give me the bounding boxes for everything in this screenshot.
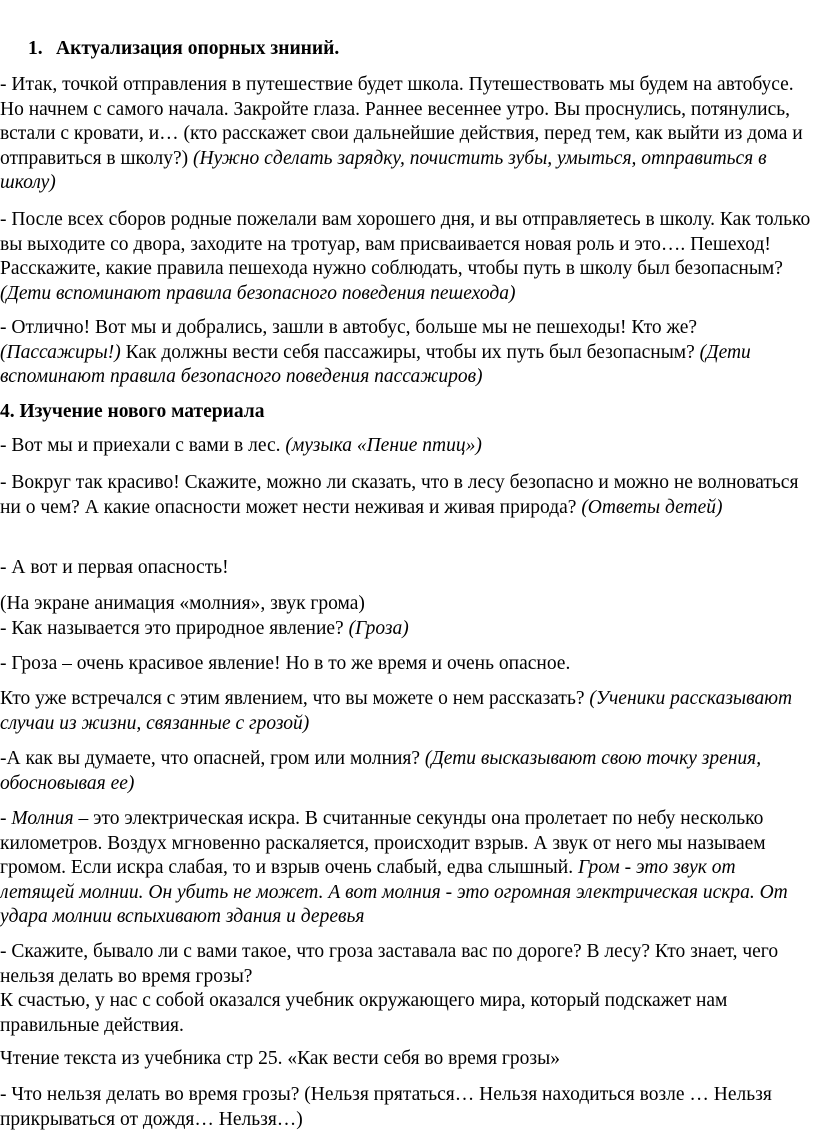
- paragraph-first-danger: - А вот и первая опасность!: [0, 557, 229, 578]
- paragraph-lightning-explanation: [0, 807, 812, 930]
- phenomenon-question-text: - Как называется это природное явление?: [0, 617, 349, 639]
- paragraph-storm-experience-text: Кто уже встречался с этим явлением, что вы можете о нем рассказать?: [0, 688, 590, 709]
- paragraph-pedestrian-answer: (Дети вспоминают правила безопасного поведения пешехода): [0, 282, 516, 304]
- paragraph-lightning-term: Молния: [11, 808, 74, 829]
- paragraph-storm-experience: [0, 687, 812, 736]
- paragraph-morning-answer: (Нужно сделать зарядку, почистить зубы, умыться, отправиться в школу): [0, 147, 767, 193]
- paragraph-thunder-lightning: [0, 747, 812, 796]
- storm-rules-question: - Скажите, бывало ли с вами такое, что гроза заставала вас по дороге? В лесу? Кто знает, чего нельзя делать во время грозы?: [0, 941, 779, 987]
- section-1-title: Актуализация опорных зниний.: [56, 38, 340, 59]
- paragraph-thunder-lightning-text: -А как вы думаете, что опасней, гром или молния?: [0, 748, 425, 769]
- paragraph-forest: [0, 434, 812, 459]
- paragraph-passenger-text-2: Как должны вести себя пассажиры, чтобы их путь был безопасным?: [120, 341, 700, 363]
- section-4-heading: 4. Изучение нового материала: [0, 401, 265, 422]
- paragraph-textbook-reading: Чтение текста из учебника стр 25. «Как вести себя во время грозы»: [0, 1048, 560, 1069]
- paragraph-storm-beauty: - Гроза – очень красивое явление! Но в то же время и очень опасное.: [0, 653, 571, 674]
- paragraph-animation: [0, 592, 812, 641]
- section-1-heading: [0, 37, 812, 63]
- phenomenon-question: [0, 617, 812, 642]
- paragraph-dangers: [0, 471, 812, 520]
- paragraph-thunder-lightning-answer: (Дети высказывают свою точку зрения, обосновывая ее): [0, 748, 762, 794]
- paragraph-morning: [0, 73, 812, 196]
- paragraph-forest-note: (музыка «Пение птиц»): [285, 435, 482, 456]
- paragraph-storm-rules: [0, 940, 812, 1038]
- section-1-number: 1.: [28, 38, 43, 59]
- paragraph-lightning-text: – это электрическая искра. В считанные секунды она пролетает по небу несколько километров. Воздух мгновенно раскаляется, происходит взрыв. А звук от него мы называем громом. Если искра слабая, то и взрыв очень слабый, едва слышный.: [0, 808, 766, 878]
- paragraph-dangers-text: - Вокруг так красиво! Скажите, можно ли сказать, что в лесу безопасно и можно не волноваться ни о чем? А какие опасности может нести неживая и живая природа?: [0, 472, 799, 518]
- paragraph-passenger-text-1: - Отлично! Вот мы и добрались, зашли в автобус, больше мы не пешеходы! Кто же?: [0, 317, 698, 338]
- paragraph-lightning-dash: -: [0, 808, 12, 829]
- paragraph-dangers-answer: (Ответы детей): [581, 496, 723, 518]
- paragraph-passenger-answer-1: (Пассажиры!): [0, 341, 121, 363]
- paragraph-pedestrian-text: - После всех сборов родные пожелали вам хорошего дня, и вы отправляетесь в школу. Как только вы выходите со двора, заходите на тротуар, вам присваивается новая роль и это…. Пешеход! Расскажите, какие правила пешехода нужно соблюдать, чтобы путь в школу был безопасным?: [0, 209, 811, 279]
- phenomenon-question-answer: (Гроза): [348, 617, 409, 639]
- paragraph-passenger-answer-2: (Дети вспоминают правила безопасного поведения пассажиров): [0, 341, 751, 387]
- paragraph-forest-text: - Вот мы и приехали с вами в лес.: [0, 435, 286, 456]
- paragraph-storm-experience-answer: (Ученики рассказывают случаи из жизни, связанные с грозой): [0, 688, 793, 734]
- paragraph-passenger: [0, 316, 812, 390]
- paragraph-lightning-thunder-note: Гром - это звук от летящей молнии. Он убить не может. А вот молния - это огромная электрическая искра. От удара молнии вспыхивают здания и деревья: [0, 857, 788, 927]
- paragraph-storm-prohibitions: - Что нельзя делать во время грозы? (Нельзя прятаться… Нельзя находиться возле … Нельзя прикрываться от дождя… Нельзя…): [0, 1084, 772, 1130]
- storm-rules-textbook: К счастью, у нас с собой оказался учебник окружающего мира, который подскажет нам правильные действия.: [0, 990, 728, 1036]
- animation-note: (На экране анимация «молния», звук грома): [0, 593, 365, 614]
- paragraph-pedestrian: [0, 208, 812, 306]
- paragraph-morning-text: - Итак, точкой отправления в путешествие будет школа. Путешествовать мы будем на автобусе. Но начнем с самого начала. Закройте глаза. Раннее весеннее утро. Вы проснулись, потянулись, встали с кровати, и… (кто расскажет свои дальнейшие действия, перед тем, как выйти из дома и отправиться в школу?): [0, 74, 803, 169]
